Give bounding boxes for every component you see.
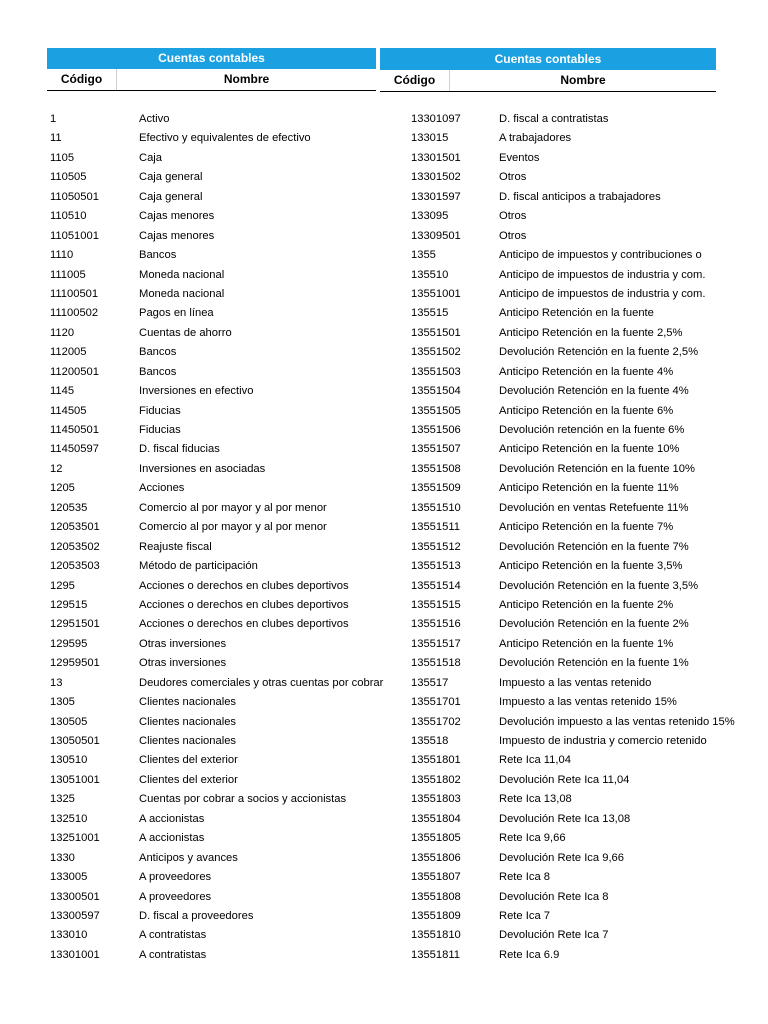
account-name: Bancos — [139, 249, 177, 262]
account-code: 13551806 — [411, 851, 461, 864]
account-code: 12053502 — [50, 540, 100, 553]
table-row — [50, 538, 383, 557]
account-code: 13301597 — [411, 190, 461, 203]
account-code: 130505 — [50, 715, 88, 728]
table-row — [50, 557, 383, 576]
table-row — [50, 227, 383, 246]
account-name: Comercio al por mayor y al por menor — [139, 501, 327, 514]
account-code: 13301501 — [411, 151, 461, 164]
account-code: 13309501 — [411, 229, 461, 242]
account-name: Anticipo Retención en la fuente 6% — [499, 404, 674, 417]
table-row — [50, 713, 383, 732]
account-code: 13301502 — [411, 171, 461, 184]
account-code: 13551001 — [411, 287, 461, 300]
account-code: 13551515 — [411, 598, 461, 611]
table-row — [411, 654, 735, 673]
left-table-body — [50, 110, 383, 965]
table-row — [411, 110, 735, 129]
account-name: Acciones — [139, 482, 185, 495]
account-name: Anticipo Retención en la fuente 3,5% — [499, 560, 683, 573]
right-column-headers — [380, 70, 716, 92]
table-row — [50, 440, 383, 459]
account-name: A accionistas — [139, 832, 205, 845]
table-row — [50, 421, 383, 440]
table-row — [50, 868, 383, 887]
account-name: Otras inversiones — [139, 637, 227, 650]
account-name: Devolución Rete Ica 13,08 — [499, 812, 631, 825]
account-name: Fiducias — [139, 424, 181, 436]
table-row — [411, 713, 735, 732]
table-row — [411, 888, 735, 907]
table-row — [411, 693, 735, 712]
account-code: 13551517 — [411, 637, 461, 650]
account-name: A trabajadores — [499, 132, 572, 145]
table-row — [50, 849, 383, 868]
right-name-column-header: Nombre — [560, 73, 606, 87]
account-code: 1330 — [50, 851, 75, 864]
table-row — [50, 946, 383, 965]
account-name: Reajuste fiscal — [139, 540, 212, 553]
account-name: Acciones o derechos en clubes deportivos — [139, 598, 349, 611]
table-row — [411, 771, 735, 790]
account-code: 135510 — [411, 268, 449, 281]
account-name: Clientes del exterior — [139, 754, 238, 767]
table-row — [411, 168, 735, 187]
account-name: Anticipo Retención en la fuente 10% — [499, 443, 680, 456]
account-name: Clientes del exterior — [139, 773, 238, 786]
account-code: 12053503 — [50, 560, 100, 573]
account-code: 1325 — [50, 793, 75, 806]
account-code: 110505 — [50, 171, 87, 184]
table-row — [411, 674, 735, 693]
table-row — [50, 129, 383, 148]
table-row — [50, 402, 383, 421]
account-name: Comercio al por mayor y al por menor — [139, 521, 327, 534]
account-name: Devolución Retención en la fuente 7% — [499, 540, 689, 553]
table-row — [50, 654, 383, 673]
account-name: Cuentas por cobrar a socios y accionistas — [139, 793, 347, 806]
account-name: Otros — [499, 229, 527, 242]
table-row — [411, 343, 735, 362]
account-code: 13551516 — [411, 618, 461, 631]
account-code: 120535 — [50, 501, 88, 514]
account-name: Anticipo de impuestos de industria y com. — [499, 268, 706, 281]
table-row — [411, 596, 735, 615]
account-name: Devolución retención en la fuente 6% — [499, 424, 685, 436]
account-code: 129595 — [50, 637, 88, 650]
table-row — [50, 635, 383, 654]
account-code: 13551503 — [411, 365, 461, 378]
account-code: 133005 — [50, 871, 88, 884]
table-row — [411, 907, 735, 926]
account-code: 11050501 — [50, 190, 99, 203]
table-row — [50, 674, 383, 693]
account-code: 13551802 — [411, 773, 461, 786]
account-name: Caja general — [139, 190, 203, 203]
account-code: 13 — [50, 676, 63, 689]
table-row — [50, 149, 383, 168]
table-row — [411, 149, 735, 168]
table-row — [50, 285, 383, 304]
account-name: Otros — [499, 171, 527, 184]
table-row — [50, 596, 383, 615]
account-name: Efectivo y equivalentes de efectivo — [139, 132, 311, 145]
right-table-body — [411, 110, 735, 965]
account-name: Método de participación — [139, 560, 258, 573]
table-row — [50, 829, 383, 848]
table-row — [411, 538, 735, 557]
table-row — [50, 343, 383, 362]
table-row — [411, 363, 735, 382]
table-row — [411, 499, 735, 518]
account-code: 13551810 — [411, 929, 461, 942]
table-row — [411, 810, 735, 829]
account-code: 132510 — [50, 812, 88, 825]
table-row — [50, 479, 383, 498]
account-code: 13551511 — [411, 521, 460, 534]
account-code: 1295 — [50, 579, 75, 592]
account-name: Anticipo de impuestos de industria y com. — [499, 287, 706, 300]
table-row — [411, 266, 735, 285]
table-row — [50, 732, 383, 751]
account-name: D. fiscal a proveedores — [139, 909, 254, 922]
account-code: 13551513 — [411, 560, 461, 573]
left-table-header — [47, 48, 376, 91]
account-code: 1305 — [50, 696, 75, 709]
table-row — [50, 888, 383, 907]
table-row — [50, 382, 383, 401]
account-code: 13300597 — [50, 909, 100, 922]
account-name: Devolución Retención en la fuente 2,5% — [499, 346, 699, 359]
account-name: Eventos — [499, 151, 540, 164]
table-row — [50, 790, 383, 809]
account-name: D. fiscal a contratistas — [499, 113, 609, 125]
account-code: 13551808 — [411, 890, 461, 903]
table-row — [411, 227, 735, 246]
account-code: 13050501 — [50, 735, 100, 747]
account-name: Rete Ica 11,04 — [499, 754, 571, 767]
table-row — [411, 732, 735, 751]
table-row — [50, 771, 383, 790]
account-name: Impuesto a las ventas retenido — [499, 676, 652, 689]
account-code: 13551804 — [411, 812, 461, 825]
account-name: Impuesto a las ventas retenido 15% — [499, 696, 677, 709]
table-row — [411, 635, 735, 654]
account-name: Moneda nacional — [139, 287, 225, 300]
account-name: Impuesto de industria y comercio retenido — [499, 735, 707, 747]
account-code: 11450501 — [50, 424, 99, 436]
account-name: A proveedores — [139, 890, 212, 903]
account-code: 13551803 — [411, 793, 461, 806]
account-name: Otros — [499, 210, 527, 223]
account-code: 11100502 — [50, 307, 99, 320]
account-name: A proveedores — [139, 871, 212, 884]
table-row — [50, 168, 383, 187]
account-code: 13551518 — [411, 657, 461, 670]
table-row — [411, 557, 735, 576]
account-name: Rete Ica 6.9 — [499, 948, 560, 961]
account-code: 13551501 — [411, 326, 461, 339]
account-code: 13051001 — [50, 773, 100, 786]
account-code: 133095 — [411, 210, 449, 223]
account-name: Inversiones en efectivo — [139, 385, 254, 398]
account-code: 135515 — [411, 307, 449, 320]
account-name: Pagos en línea — [139, 307, 214, 320]
account-name: Devolución Retención en la fuente 2% — [499, 618, 689, 631]
account-name: Deudores comerciales y otras cuentas por cobrar — [139, 676, 384, 689]
table-row — [50, 266, 383, 285]
account-name: Devolución Rete Ica 7 — [499, 929, 609, 942]
table-row — [50, 304, 383, 323]
account-code: 13551509 — [411, 482, 461, 495]
account-name: Clientes nacionales — [139, 696, 237, 709]
table-row — [50, 577, 383, 596]
account-name: Clientes nacionales — [139, 735, 237, 747]
account-code: 13551807 — [411, 871, 461, 884]
account-code: 133010 — [50, 929, 88, 942]
account-name: Clientes nacionales — [139, 715, 237, 728]
account-code: 13551505 — [411, 404, 461, 417]
right-table-header — [380, 48, 716, 92]
account-code: 13551811 — [411, 948, 460, 961]
account-code: 13551510 — [411, 501, 461, 514]
account-code: 133015 — [411, 132, 449, 145]
account-code: 11051001 — [50, 229, 99, 242]
table-row — [50, 926, 383, 945]
table-row — [411, 246, 735, 265]
account-code: 13251001 — [50, 832, 100, 845]
account-code: 13551504 — [411, 385, 461, 398]
account-name: Anticipo Retención en la fuente 11% — [499, 482, 679, 495]
account-name: Rete Ica 7 — [499, 909, 550, 922]
account-name: Devolución Retención en la fuente 10% — [499, 462, 695, 475]
right-table-title: Cuentas contables — [380, 48, 716, 70]
table-row — [411, 868, 735, 887]
account-name: Anticipo Retención en la fuente — [499, 307, 654, 320]
account-code: 130510 — [50, 754, 88, 767]
table-row — [50, 751, 383, 770]
account-name: Anticipo Retención en la fuente 7% — [499, 521, 674, 534]
table-row — [50, 615, 383, 634]
account-code: 13551514 — [411, 579, 461, 592]
table-row — [411, 829, 735, 848]
table-row — [411, 460, 735, 479]
account-code: 114505 — [50, 404, 87, 417]
account-name: Devolución Rete Ica 11,04 — [499, 773, 630, 786]
left-name-column-header: Nombre — [223, 72, 270, 86]
account-code: 11100501 — [50, 287, 99, 300]
account-name: Caja — [139, 151, 163, 164]
account-code: 13551502 — [411, 346, 461, 359]
account-name: Devolución Retención en la fuente 4% — [499, 385, 689, 398]
table-row — [411, 129, 735, 148]
table-row — [50, 460, 383, 479]
account-code: 1 — [50, 113, 57, 125]
account-name: Inversiones en asociadas — [139, 462, 266, 475]
account-name: Bancos — [139, 365, 177, 378]
account-code: 12959501 — [50, 657, 100, 670]
account-code: 13301001 — [50, 948, 100, 961]
account-code: 11200501 — [50, 365, 99, 378]
table-row — [411, 946, 735, 965]
account-code: 13551809 — [411, 909, 461, 922]
account-name: Rete Ica 13,08 — [499, 793, 572, 806]
account-name: Caja general — [139, 171, 203, 184]
account-code: 13551508 — [411, 462, 461, 475]
table-row — [411, 849, 735, 868]
account-name: Acciones o derechos en clubes deportivos — [139, 618, 349, 631]
account-name: Rete Ica 9,66 — [499, 832, 566, 845]
account-name: Cajas menores — [139, 229, 215, 242]
account-name: Otras inversiones — [139, 657, 227, 670]
account-name: Devolución Rete Ica 9,66 — [499, 851, 625, 864]
account-code: 13551506 — [411, 424, 461, 436]
account-name: Rete Ica 8 — [499, 871, 550, 884]
table-row — [50, 324, 383, 343]
table-row — [50, 499, 383, 518]
left-code-column-header: Código — [47, 69, 117, 90]
account-code: 1355 — [411, 249, 436, 262]
table-row — [50, 907, 383, 926]
account-name: D. fiscal fiducias — [139, 443, 220, 456]
account-code: 13551702 — [411, 715, 461, 728]
left-table-title: Cuentas contables — [47, 48, 376, 69]
account-name: Anticipo Retención en la fuente 2,5% — [499, 326, 683, 339]
account-code: 1110 — [50, 249, 74, 262]
account-code: 13551507 — [411, 443, 461, 456]
account-code: 135517 — [411, 676, 449, 689]
account-name: Fiducias — [139, 404, 181, 417]
account-code: 1145 — [50, 385, 75, 398]
account-code: 1120 — [50, 326, 75, 339]
account-name: Devolución en ventas Retefuente 11% — [499, 501, 689, 514]
account-code: 129515 — [50, 598, 88, 611]
table-row — [50, 518, 383, 537]
account-code: 13551512 — [411, 540, 461, 553]
account-name: Anticipo de impuestos y contribuciones o — [499, 249, 702, 262]
table-row — [411, 207, 735, 226]
table-row — [50, 110, 383, 129]
table-row — [50, 207, 383, 226]
table-row — [50, 693, 383, 712]
account-code: 112005 — [50, 346, 87, 359]
account-name: Anticipos y avances — [139, 851, 238, 864]
account-code: 12951501 — [50, 618, 100, 631]
table-row — [411, 790, 735, 809]
account-name: Devolución Rete Ica 8 — [499, 890, 609, 903]
table-row — [411, 324, 735, 343]
account-name: Devolución Retención en la fuente 3,5% — [499, 579, 699, 592]
account-name: A accionistas — [139, 812, 205, 825]
table-row — [411, 518, 735, 537]
account-code: 13301097 — [411, 113, 461, 125]
account-code: 110510 — [50, 210, 87, 223]
account-code: 135518 — [411, 735, 449, 747]
account-name: Cuentas de ahorro — [139, 326, 232, 339]
account-name: Anticipo Retención en la fuente 1% — [499, 637, 674, 650]
table-row — [411, 402, 735, 421]
account-code: 1205 — [50, 482, 75, 495]
account-code: 12053501 — [50, 521, 100, 534]
table-row — [411, 751, 735, 770]
table-row — [411, 382, 735, 401]
account-code: 1105 — [50, 151, 75, 164]
table-row — [411, 188, 735, 207]
table-row — [50, 363, 383, 382]
account-code: 111005 — [50, 268, 86, 281]
table-row — [411, 304, 735, 323]
account-code: 13551701 — [411, 696, 461, 709]
left-column-headers — [47, 69, 376, 91]
account-code: 13551805 — [411, 832, 461, 845]
right-code-column-header: Código — [380, 70, 450, 91]
account-name: A contratistas — [139, 929, 207, 942]
account-code: 13551801 — [411, 754, 461, 767]
account-code: 13300501 — [50, 890, 100, 903]
account-code: 11450597 — [50, 443, 99, 456]
account-name: A contratistas — [139, 948, 207, 961]
account-name: Anticipo Retención en la fuente 2% — [499, 598, 674, 611]
account-name: Devolución impuesto a las ventas retenido 15% — [499, 715, 735, 728]
table-row — [411, 421, 735, 440]
account-name: Anticipo Retención en la fuente 4% — [499, 365, 674, 378]
table-row — [50, 188, 383, 207]
table-row — [50, 246, 383, 265]
table-row — [411, 926, 735, 945]
table-row — [411, 577, 735, 596]
account-name: D. fiscal anticipos a trabajadores — [499, 190, 661, 203]
table-row — [411, 285, 735, 304]
table-row — [411, 615, 735, 634]
table-row — [411, 440, 735, 459]
account-name: Devolución Retención en la fuente 1% — [499, 657, 689, 670]
account-name: Acciones o derechos en clubes deportivos — [139, 579, 349, 592]
account-code: 11 — [50, 132, 62, 145]
account-name: Moneda nacional — [139, 268, 225, 281]
account-name: Activo — [139, 113, 170, 125]
account-name: Bancos — [139, 346, 177, 359]
table-row — [411, 479, 735, 498]
account-code: 12 — [50, 462, 63, 475]
table-row — [50, 810, 383, 829]
account-name: Cajas menores — [139, 210, 215, 223]
